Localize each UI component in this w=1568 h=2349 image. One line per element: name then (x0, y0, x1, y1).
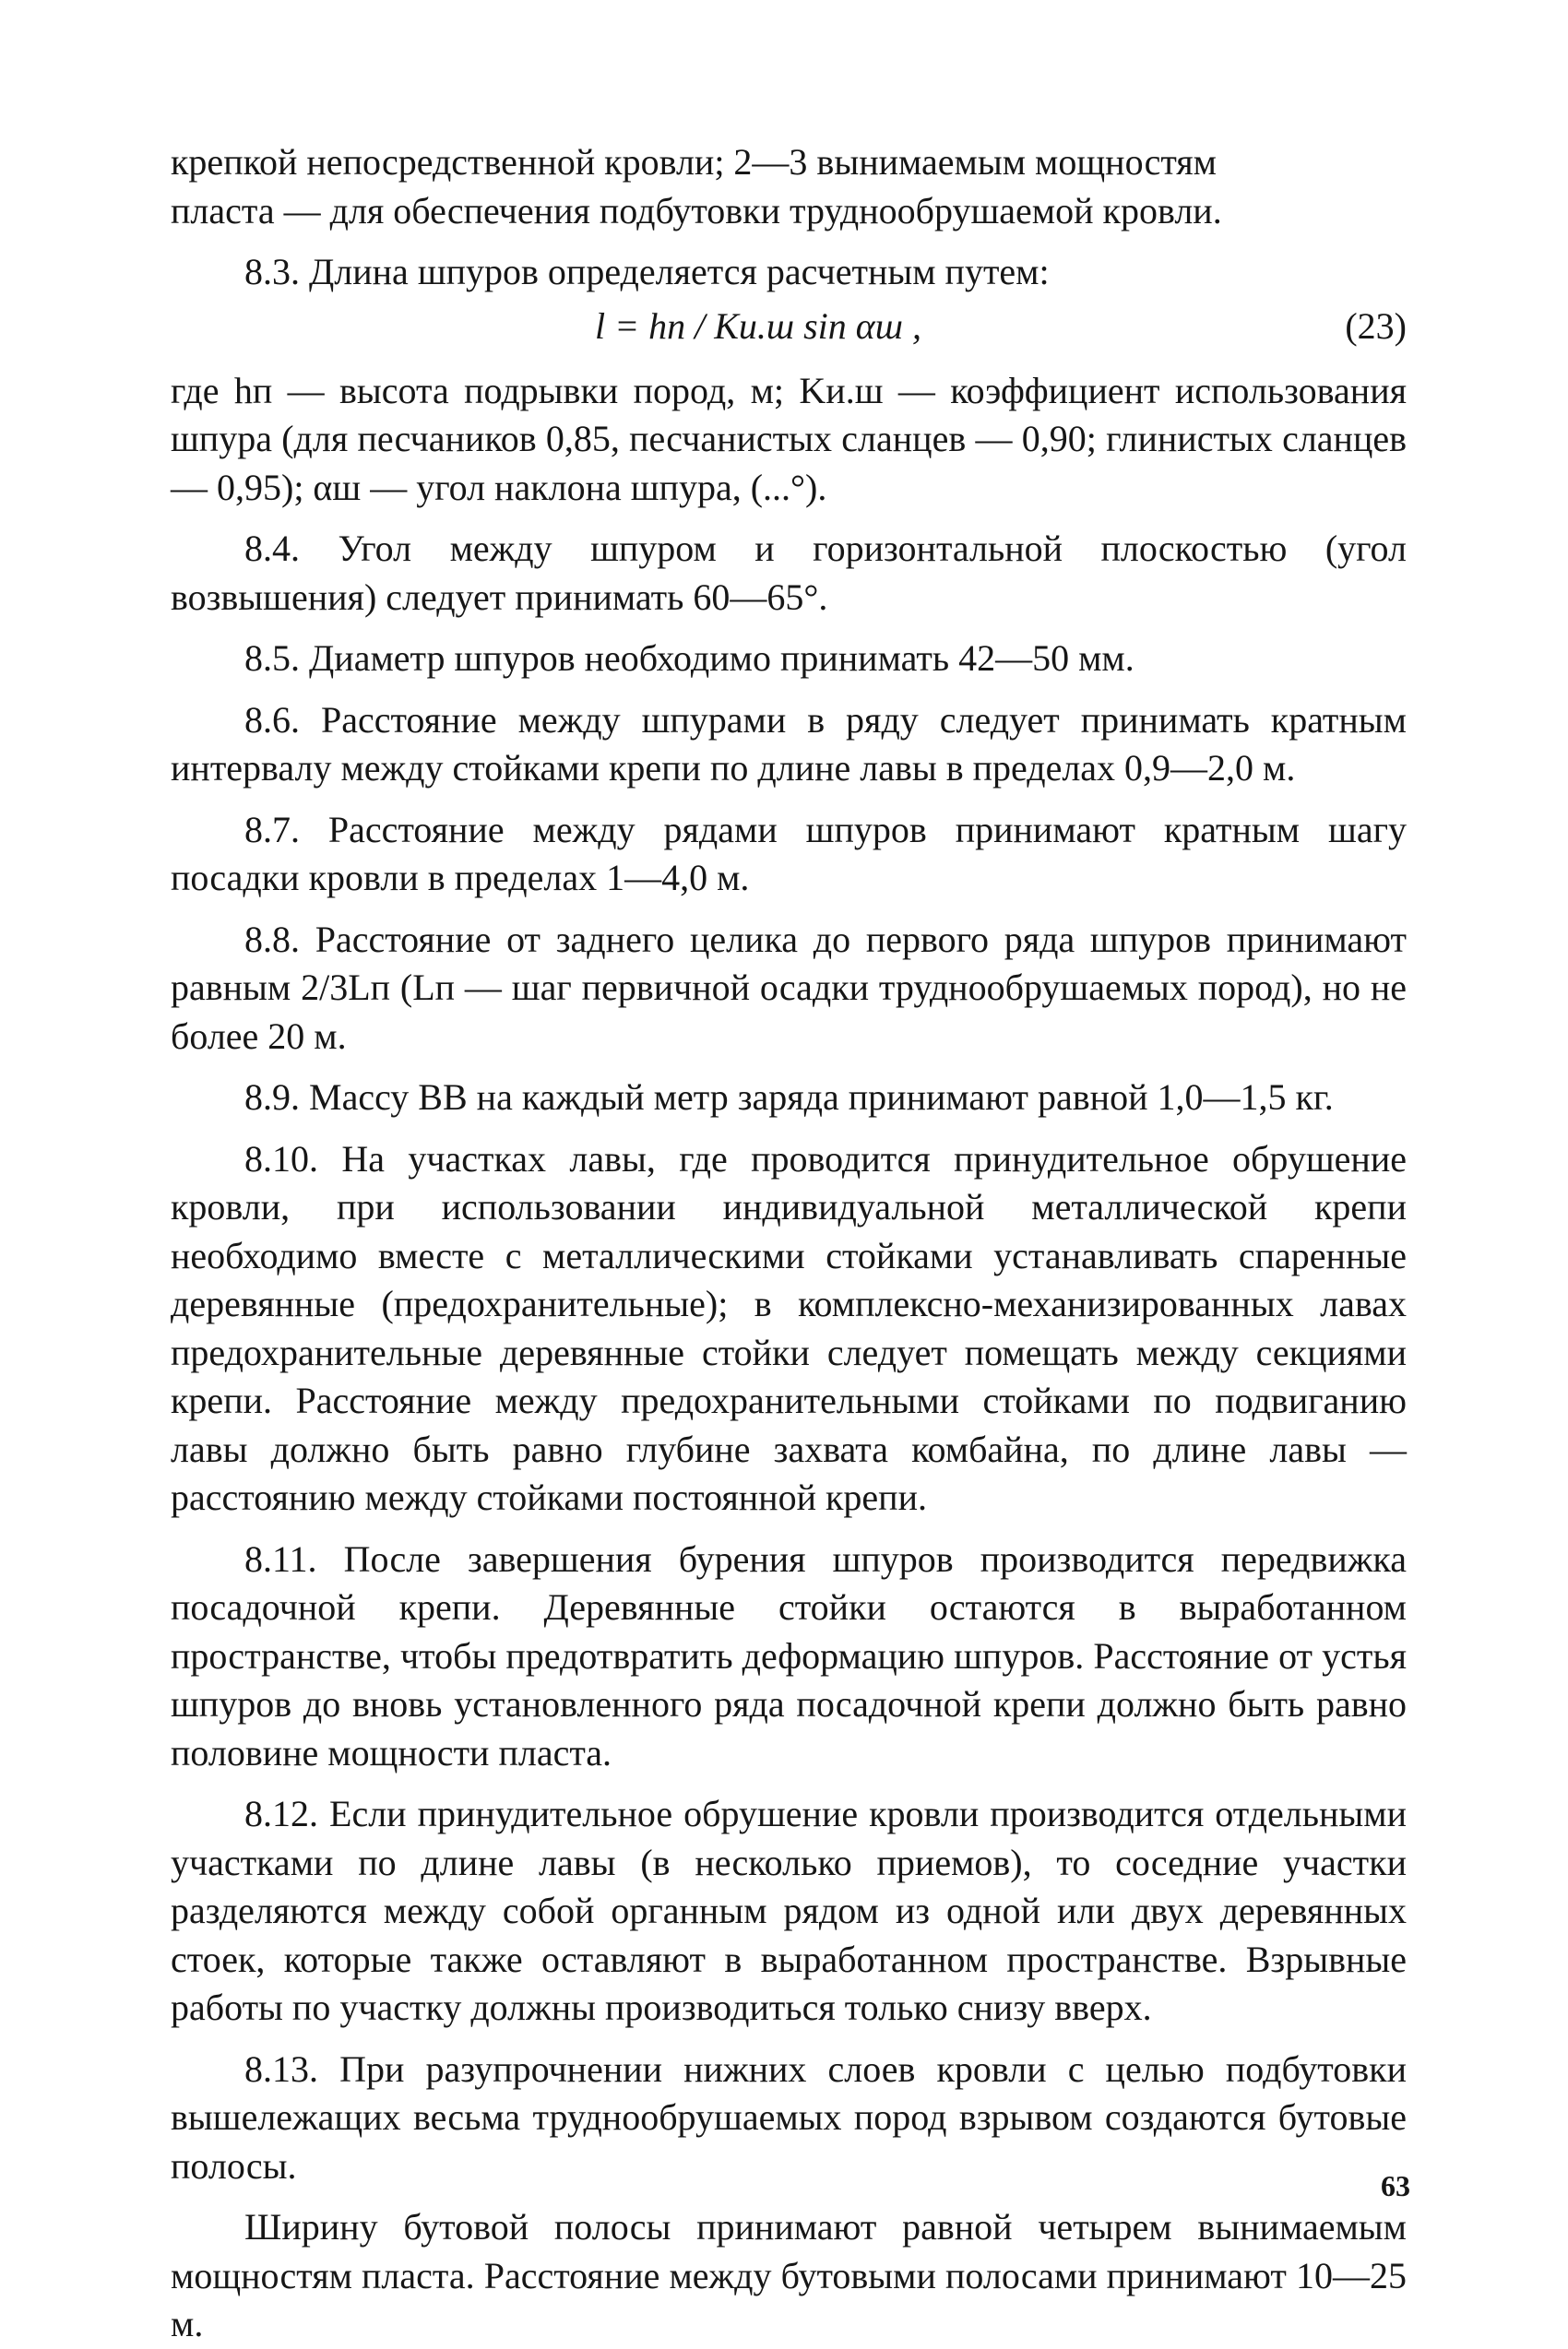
paragraph-8-3: 8.3. Длина шпуров определяется расчетным путем: (244, 251, 1050, 292)
paragraph-8-4: 8.4. Угол между шпуром и горизонтальной плоскостью (угол возвышения) следует принимать 60—65°. (171, 528, 1407, 618)
paragraph-8-13: 8.13. При разупрочнении нижних слоев кровли с целью подбутовки вышележащих весьма труднообрушаемых пород взрывом создаются бутовые полосы. (171, 2047, 1407, 2187)
page-number: 63 (1381, 2169, 1410, 2202)
paragraph-butovaya-polosa: Ширину бутовой полосы принимают равной четырем вынимаемым мощностям пласта. Расстояние между бутовыми полосами принимают 10—25 м. (171, 2206, 1407, 2344)
formula-expression: l = hп / Kи.ш sin αш , (595, 304, 921, 347)
text-line-1: крепкой непосредственной кровли; 2—3 вынимаемым мощностям (171, 141, 1217, 183)
paragraph-8-7: 8.7. Расстояние между рядами шпуров принимают кратным шагу посадки кровли в пределах 1—4,0 м. (171, 808, 1407, 898)
paragraph-8-9: 8.9. Массу ВВ на каждый метр заряда принимают равной 1,0—1,5 кг. (244, 1076, 1334, 1118)
text-line-2: пласта — для обеспечения подбутовки труднообрушаемой кровли. (171, 189, 1222, 231)
paragraph-8-12: 8.12. Если принудительное обрушение кровли производится отдельными участками по длине лавы (в несколько приемов), то соседние участки разделяются между собой органным рядом из одной или двух деревянных стоек, которые также оставляют в выработанном пространстве. Взрывные работы по участку должны производиться только снизу вверх. (171, 1793, 1407, 2028)
paragraph-8-11: 8.11. После завершения бурения шпуров производится передвижка посадочной крепи. Деревянные стойки остаются в выработанном пространстве, чтобы предотвратить деформацию шпуров. Расстояние от устья шпуров до вновь установленного ряда посадочной крепи должно быть равно половине мощности пласта. (171, 1537, 1407, 1774)
formula-number: (23) (1345, 304, 1407, 347)
paragraph-8-5: 8.5. Диаметр шпуров необходимо принимать 42—50 мм. (244, 637, 1134, 679)
text-body (171, 138, 1407, 2349)
paragraph-8-6: 8.6. Расстояние между шпурами в ряду следует принимать кратным интервалу между стойками крепи по длине лавы в пределах 0,9—2,0 м. (171, 698, 1407, 789)
formula-explanation: где hп — высота подрывки пород, м; Kи.ш — коэффициент использования шпура (для песчаников 0,85, песчанистых сланцев — 0,90; глинистых сланцев — 0,95); αш — угол наклона шпура, (...°). (171, 369, 1407, 508)
paragraph-8-10: 8.10. На участках лавы, где проводится принудительное обрушение кровли, при использовании индивидуальной металлической крепи необходимо вместе с металлическими стойками устанавливать спаренные деревянные (предохранительные); в комплексно-механизированных лавах предохранительные деревянные стойки следует помещать между секциями крепи. Расстояние между предохранительными стойками по подвиганию лавы должно быть равно глубине захвата комбайна, по длине лавы — расстоянию между стойками постоянной крепи. (171, 1137, 1407, 1518)
paragraph-8-8: 8.8. Расстояние от заднего целика до первого ряда шпуров принимают равным 2/3Lп (Lп — шаг первичной осадки труднообрушаемых пород), но не более 20 м. (171, 918, 1407, 1057)
formula-23 (171, 303, 1407, 358)
